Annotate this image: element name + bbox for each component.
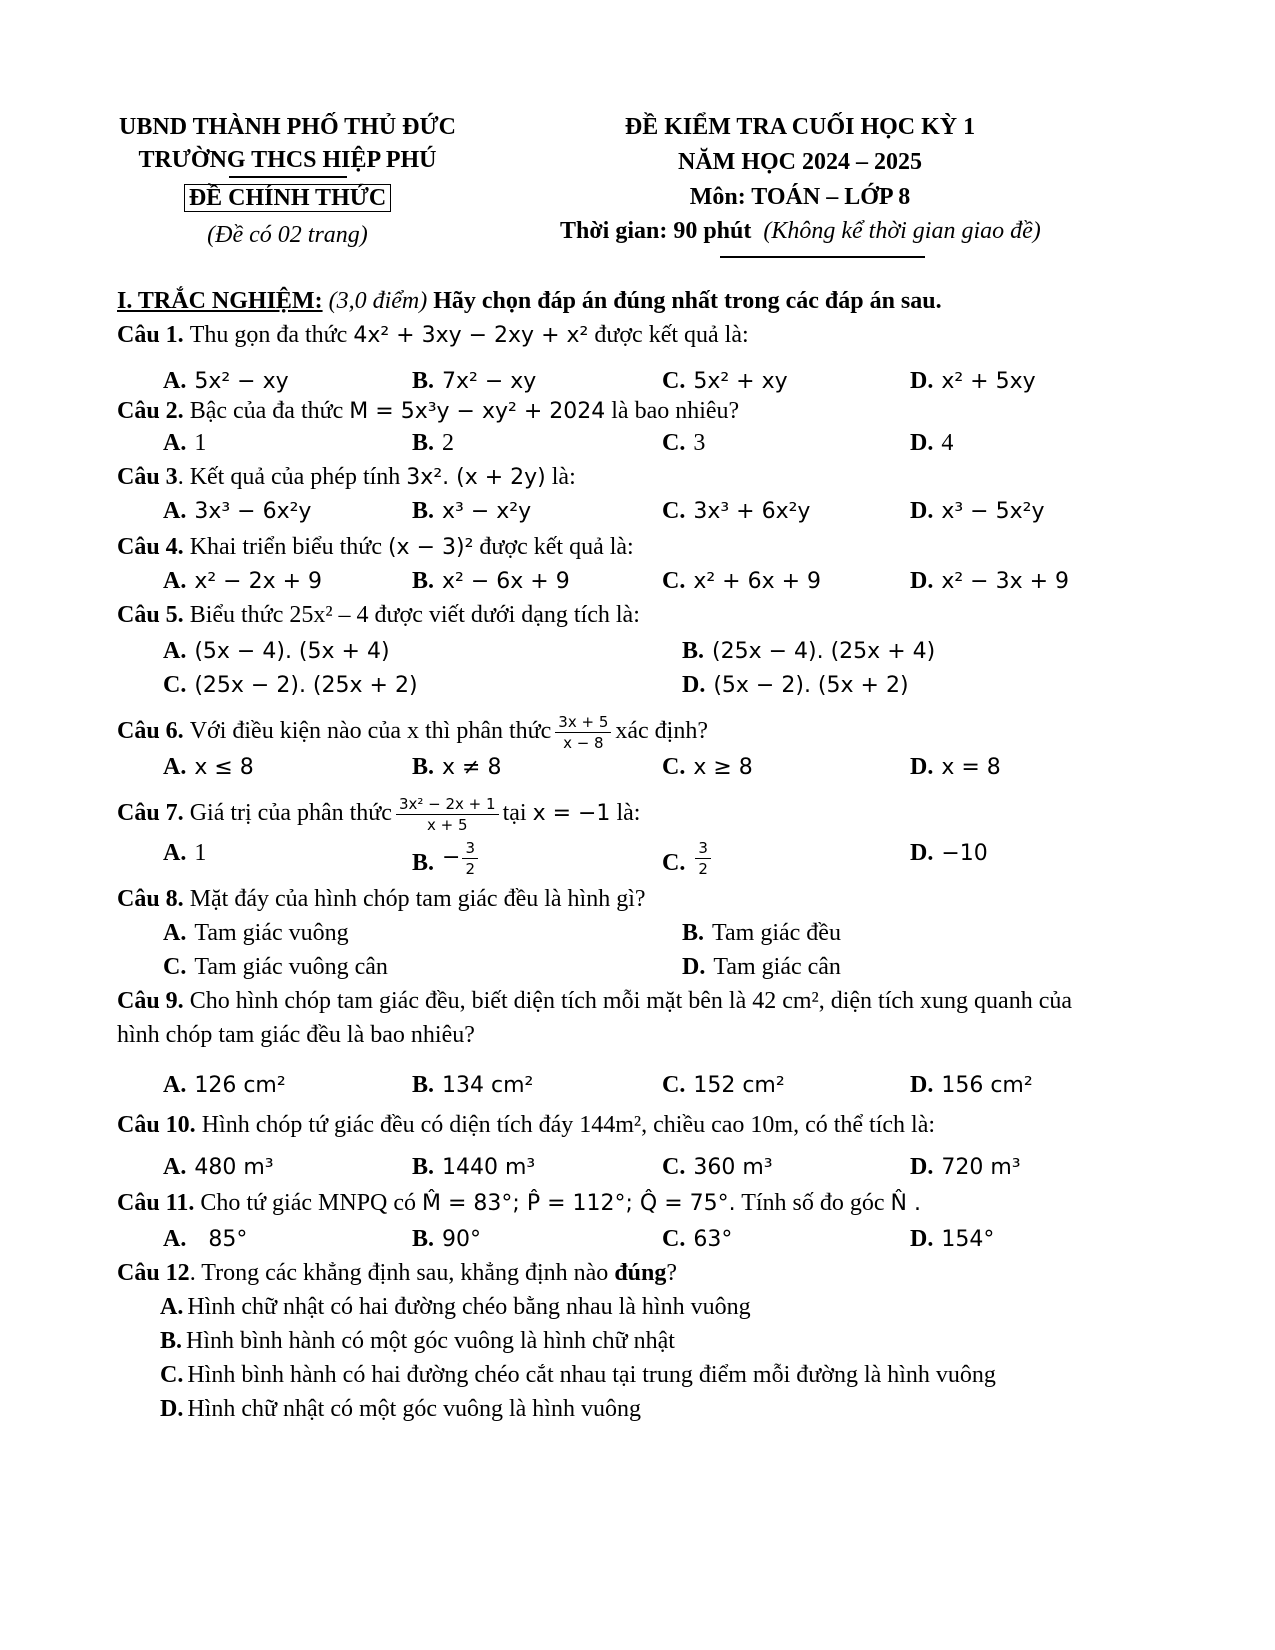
option-c[interactable]: [163, 670, 418, 701]
school-name: TRƯỜNG THCS HIỆP PHÚ: [138, 147, 437, 173]
fraction-numerator: 3: [695, 838, 711, 859]
option-value: x ≤ 8: [194, 755, 254, 780]
question-label: Câu 5.: [117, 602, 184, 628]
question-text: Bậc của đa thức: [189, 398, 344, 424]
question-8: [117, 884, 646, 914]
question-tail: xác định?: [615, 718, 708, 745]
option-label: B.: [412, 1072, 435, 1098]
question-text: Giá trị của phân thức: [189, 800, 392, 827]
option-label: B.: [682, 920, 705, 946]
option-label: D.: [910, 1154, 934, 1180]
question-tail: ?: [666, 1260, 678, 1286]
option-value: (25x − 4). (25x + 4): [712, 639, 936, 664]
option-a[interactable]: [163, 566, 322, 597]
option-a[interactable]: [163, 428, 206, 458]
option-d[interactable]: [910, 1224, 994, 1255]
question-label: Câu 7.: [117, 800, 184, 827]
option-value: x² − 2x + 9: [194, 569, 323, 594]
option-label: D.: [910, 1072, 934, 1098]
option-label: A.: [163, 840, 187, 866]
option-c[interactable]: [662, 1152, 773, 1183]
option-value: −10: [941, 841, 988, 866]
question-tail: được kết quả là:: [479, 534, 634, 560]
option-value: 152 cm²: [693, 1073, 785, 1098]
question-9: [117, 986, 1072, 1016]
option-value: x² − 3x + 9: [941, 569, 1070, 594]
question-text: Cho hình chóp tam giác đều, biết diện tích mỗi mặt bên là 42 cm², diện tích xung quanh của: [189, 988, 1073, 1014]
option-a[interactable]: [163, 1224, 247, 1255]
option-d[interactable]: [910, 1152, 1021, 1183]
option-label: D.: [682, 672, 706, 698]
option-label: D.: [910, 840, 934, 866]
option-value: Tam giác vuông cân: [194, 954, 388, 980]
fraction-numerator: 3x + 5: [555, 712, 611, 733]
option-value: 2: [442, 430, 455, 456]
exam-time: [560, 216, 1041, 246]
option-label: B.: [412, 568, 435, 594]
question-tail: được kết quả là:: [594, 322, 749, 348]
option-a[interactable]: [163, 838, 206, 868]
fraction: [555, 712, 611, 753]
option-d[interactable]: [910, 366, 1036, 397]
option-d[interactable]: [910, 838, 988, 869]
question-text: Hình chóp tứ giác đều có diện tích đáy 144m², chiều cao 10m, có thể tích là:: [201, 1112, 936, 1138]
option-fraction: [695, 838, 711, 879]
option-value: Hình chữ nhật có hai đường chéo bằng nhau là hình vuông: [187, 1294, 751, 1320]
question-label: Câu 11.: [117, 1190, 195, 1216]
option-label: A.: [163, 754, 187, 780]
option-value: Hình bình hành có hai đường chéo cắt nhau tại trung điểm mỗi đường là hình vuông: [187, 1362, 996, 1388]
question-emphasis: đúng: [614, 1260, 667, 1286]
option-value: 4: [941, 430, 954, 456]
option-c[interactable]: [662, 838, 713, 879]
option-d[interactable]: [682, 952, 841, 982]
option-label: A.: [163, 568, 187, 594]
option-value: 134 cm²: [442, 1073, 534, 1098]
question-3: [117, 462, 576, 493]
option-fraction: [462, 838, 478, 879]
section-title: I. TRẮC NGHIỆM:: [117, 288, 323, 314]
option-value: x² + 6x + 9: [693, 569, 822, 594]
option-value: 720 m³: [941, 1155, 1021, 1180]
option-a[interactable]: [163, 636, 390, 667]
question-10: [117, 1110, 935, 1140]
option-label: A.: [160, 1294, 184, 1320]
question-expr2: N̂ .: [890, 1191, 921, 1216]
question-text: Khai triển biểu thức: [189, 534, 382, 560]
option-value: x² − 6x + 9: [442, 569, 570, 594]
option-label: D.: [910, 430, 934, 456]
question-label: Câu 3: [117, 464, 178, 490]
option-label: B.: [412, 754, 435, 780]
option-label: D.: [160, 1396, 184, 1422]
option-label: B.: [412, 850, 435, 877]
option-label: C.: [662, 498, 686, 524]
option-value: 154°: [941, 1227, 995, 1252]
question-tail: là bao nhiêu?: [611, 398, 740, 424]
option-label: B.: [412, 430, 435, 456]
question-expr: M̂ = 83°; P̂ = 112°; Q̂ = 75°.: [422, 1191, 736, 1216]
option-label: C.: [662, 850, 686, 877]
fraction-numerator: 3x² − 2x + 1: [396, 794, 499, 815]
option-label: D.: [910, 568, 934, 594]
option-value: 3x³ − 6x²y: [194, 499, 312, 524]
option-value: x = 8: [941, 755, 1001, 780]
option-label: A.: [163, 1154, 187, 1180]
school-authority: UBND THÀNH PHỐ THỦ ĐỨC: [119, 114, 456, 140]
option-label: C.: [160, 1362, 184, 1388]
question-label: Câu 1.: [117, 322, 184, 348]
option-value: 480 m³: [194, 1155, 274, 1180]
section-instruction: Hãy chọn đáp án đúng nhất trong các đáp án sau.: [433, 288, 942, 314]
option-value: 90°: [442, 1227, 482, 1252]
question-tail: là:: [551, 464, 576, 490]
option-label: C.: [662, 568, 686, 594]
option-label: C.: [662, 368, 686, 394]
option-sign: −: [442, 845, 461, 871]
option-b[interactable]: [412, 366, 536, 397]
option-b[interactable]: [160, 1326, 675, 1356]
question-label: Câu 8.: [117, 886, 184, 912]
option-value: 1: [194, 430, 207, 456]
option-c[interactable]: [662, 566, 821, 597]
question-text: Mặt đáy của hình chóp tam giác đều là hình gì?: [189, 886, 646, 912]
option-label: A.: [163, 1072, 187, 1098]
option-label: C.: [662, 1154, 686, 1180]
section-points: (3,0 điểm): [328, 288, 428, 314]
option-c[interactable]: [662, 1224, 732, 1255]
option-label: A.: [163, 498, 187, 524]
question-text: Cho tứ giác MNPQ có: [200, 1190, 417, 1216]
option-d[interactable]: [910, 496, 1044, 527]
subject: Môn: TOÁN – LỚP 8: [689, 184, 911, 210]
question-text: Thu gọn đa thức: [189, 322, 348, 348]
question-12: [117, 1258, 677, 1288]
question-text: . Trong các khẳng định sau, khẳng định nào: [189, 1260, 609, 1286]
question-expr: (x − 3)²: [387, 535, 474, 560]
option-value: Tam giác cân: [713, 954, 841, 980]
option-label: D.: [910, 754, 934, 780]
option-a[interactable]: [163, 366, 289, 397]
option-value: 5x² + xy: [693, 369, 788, 394]
option-value: Hình bình hành có một góc vuông là hình chữ nhật: [186, 1328, 675, 1354]
question-tail: Tính số đo góc: [741, 1190, 885, 1216]
question-4: [117, 532, 634, 563]
option-label: A.: [163, 638, 187, 664]
option-a[interactable]: [163, 752, 254, 783]
option-d[interactable]: [910, 428, 953, 458]
option-value: (5x − 4). (5x + 4): [194, 639, 390, 664]
option-label: C.: [662, 1072, 686, 1098]
option-a[interactable]: [163, 496, 311, 527]
question-expr: M = 5x³y − xy² + 2024: [349, 399, 606, 424]
option-label: A.: [163, 1226, 187, 1252]
option-label: C.: [163, 672, 187, 698]
option-a[interactable]: [163, 1070, 286, 1101]
option-label: C.: [662, 430, 686, 456]
question-9-cont: hình chóp tam giác đều là bao nhiêu?: [117, 1022, 475, 1048]
option-value: (25x − 2). (25x + 2): [194, 673, 418, 698]
option-b[interactable]: [412, 566, 570, 597]
option-a[interactable]: [160, 1292, 751, 1322]
option-d[interactable]: [910, 1070, 1033, 1101]
question-1: [117, 320, 749, 351]
school-underline: [229, 176, 347, 178]
option-label: A.: [163, 920, 187, 946]
option-label: C.: [662, 754, 686, 780]
option-a[interactable]: [163, 918, 349, 948]
option-c[interactable]: [163, 952, 388, 982]
option-b[interactable]: [412, 838, 480, 879]
option-d[interactable]: [682, 670, 909, 701]
option-b[interactable]: [682, 636, 935, 667]
official-box: ĐỀ CHÍNH THỨC: [184, 184, 391, 212]
option-c[interactable]: [662, 1070, 785, 1101]
option-label: D.: [682, 954, 706, 980]
option-label: A.: [163, 430, 187, 456]
option-d[interactable]: [910, 566, 1069, 597]
option-label: B.: [160, 1328, 183, 1354]
question-label: Câu 2.: [117, 398, 184, 424]
section-heading: [117, 286, 942, 316]
option-c[interactable]: [662, 366, 788, 397]
header-underline: [720, 256, 925, 258]
question-text: . Kết quả của phép tính: [177, 464, 401, 490]
option-label: B.: [412, 498, 435, 524]
question-7: [117, 794, 640, 835]
question-expr: 3x². (x + 2y): [406, 465, 546, 490]
option-value: x ≠ 8: [442, 755, 502, 780]
question-11: [117, 1188, 921, 1219]
option-b[interactable]: [682, 918, 841, 948]
option-label: C.: [163, 954, 187, 980]
option-value: 7x² − xy: [442, 369, 537, 394]
option-label: D.: [910, 1226, 934, 1252]
question-text: Biểu thức 25x² – 4 được viết dưới dạng tích là:: [189, 602, 640, 628]
option-value: 126 cm²: [194, 1073, 286, 1098]
option-value: Hình chữ nhật có một góc vuông là hình vuông: [187, 1396, 641, 1422]
option-value: x³ − x²y: [442, 499, 532, 524]
question-label: Câu 6.: [117, 718, 184, 745]
option-value: Tam giác đều: [712, 920, 841, 946]
option-value: Tam giác vuông: [194, 920, 349, 946]
question-6: [117, 712, 708, 753]
exam-time-note: (Không kể thời gian giao đề): [763, 218, 1041, 244]
option-value: x² + 5xy: [941, 369, 1036, 394]
option-b[interactable]: [412, 428, 454, 458]
option-label: D.: [910, 498, 934, 524]
option-value: 3x³ + 6x²y: [693, 499, 811, 524]
option-value: 360 m³: [693, 1155, 773, 1180]
fraction: [396, 794, 499, 835]
option-label: B.: [412, 1154, 435, 1180]
option-b[interactable]: [412, 1152, 535, 1183]
option-value: x³ − 5x²y: [941, 499, 1045, 524]
question-label: Câu 12: [117, 1260, 190, 1286]
question-5: [117, 600, 640, 630]
question-text: Với điều kiện nào của x thì phân thức: [189, 718, 552, 745]
option-value: 85°: [208, 1227, 248, 1252]
option-c[interactable]: [662, 428, 705, 458]
option-label: A.: [163, 368, 187, 394]
option-a[interactable]: [163, 1152, 274, 1183]
question-2: [117, 396, 739, 427]
option-b[interactable]: [412, 1224, 481, 1255]
option-label: B.: [412, 1226, 435, 1252]
page-count: (Đề có 02 trang): [207, 222, 368, 248]
question-tail: tại: [502, 800, 527, 827]
option-label: B.: [682, 638, 705, 664]
fraction-denominator: x + 5: [426, 816, 468, 834]
official-label: [100, 183, 475, 213]
option-value: 1: [194, 840, 207, 866]
option-c[interactable]: [160, 1360, 996, 1390]
option-value: 63°: [693, 1227, 733, 1252]
option-value: 1440 m³: [442, 1155, 536, 1180]
option-c[interactable]: [662, 752, 753, 783]
fraction-denominator: 2: [465, 860, 475, 878]
option-value: 5x² − xy: [194, 369, 289, 394]
option-value: 156 cm²: [941, 1073, 1033, 1098]
question-label: Câu 9.: [117, 988, 184, 1014]
question-label: Câu 10.: [117, 1112, 196, 1138]
option-d[interactable]: [910, 752, 1001, 783]
question-label: Câu 4.: [117, 534, 184, 560]
question-tail2: là:: [616, 800, 641, 827]
question-expr: x = −1: [532, 801, 611, 827]
fraction-numerator: 3: [462, 838, 478, 859]
exam-title: ĐỀ KIỂM TRA CUỐI HỌC KỲ 1: [624, 114, 976, 140]
option-label: D.: [910, 368, 934, 394]
option-value: x ≥ 8: [693, 755, 753, 780]
school-year: NĂM HỌC 2024 – 2025: [678, 149, 922, 175]
option-b[interactable]: [412, 752, 501, 783]
option-b[interactable]: [412, 1070, 533, 1101]
question-expr: 4x² + 3xy − 2xy + x²: [353, 323, 589, 348]
option-value: 3: [693, 430, 706, 456]
option-d[interactable]: [160, 1394, 641, 1424]
option-c[interactable]: [662, 496, 810, 527]
fraction-denominator: x − 8: [563, 734, 604, 752]
option-label: C.: [662, 1226, 686, 1252]
exam-time-bold: Thời gian: 90 phút: [560, 218, 752, 244]
option-label: B.: [412, 368, 435, 394]
option-b[interactable]: [412, 496, 531, 527]
fraction-denominator: 2: [698, 860, 708, 878]
option-value: (5x − 2). (5x + 2): [713, 673, 909, 698]
